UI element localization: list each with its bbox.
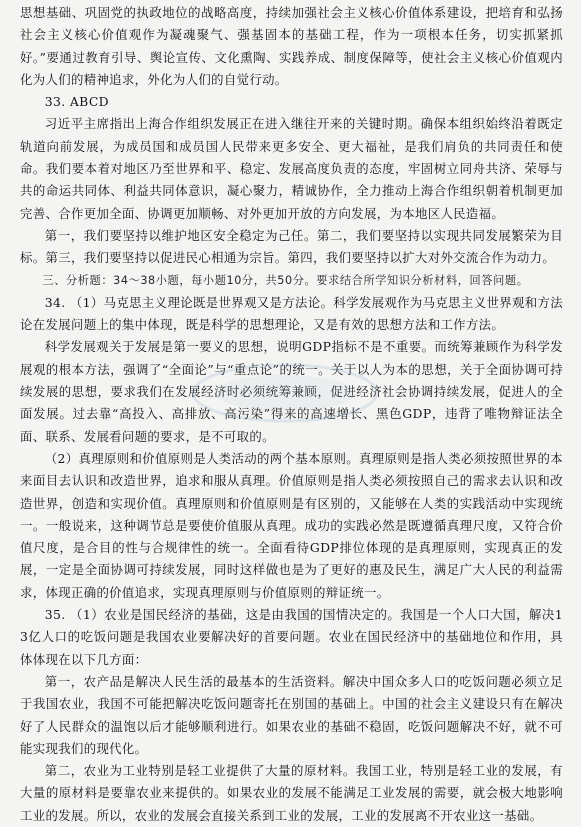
answer-34-part-2: （2）真理原则和价值原则是人类活动的两个基本原则。真理原则是指人类必须按照世界的本来面目去认识和改造世界，追求和服从真理。价值原则是指人类必须按照自己的需求去认识和改造世界，创造和实现价值。真理原则和价值原则是有区别的，又能够在人类的实践活动中实现统一。一般说来，这种调节总是要使价值服从真理。成功的实践必然是既遵循真理尺度，又符合价值尺度，是合目的性与合规律性的统一。全面看待GDP排位体现的是真理原则，实现真正的发展，一定是全面协调可持续发展，同时这样做也是为了更好的惠及民生，满足广大人民的利益需求，体现正确的价值追求，实现真理原则与价值原则的辩证统一。 — [20, 450, 563, 600]
answer-33-title: 33. ABCD — [44, 94, 109, 110]
paragraph-scientific-development: 科学发展观关于发展是第一要义的思想，说明GDP指标不是不重要。而统筹兼顾作为科学发展观的根本方法，强调了“全面论”与“重点论”的统一。关于以人为本的思想，关于全面协调可持续发展的思想，要求我们在发展经济时必须统筹兼顾，促进经济社会协调持续发展，促进人的全面发展。过去靠“高投入、高排放、高污染”得来的高速增长、黑色GDP，违背了唯物辩证法全面、联系、发展看问题的要求，是不可取的。 — [20, 339, 563, 444]
answer-35-part-1: 35. （1）农业是国民经济的基础，这是由我国的国情决定的。我国是一个人口大国，解决13亿人口的吃饭问题是我国农业要解决好的首要问题。农业在国民经济中的基础地位和作用，具体体现在以下几方面： — [20, 607, 563, 667]
paragraph-sco-development: 习近平主席指出上海合作组织发展正在进入继往开来的关键时期。确保本组织始终沿着既定轨道向前发展，为成员国和成员国人民带来更多安全、更大福祉，是我们肩负的共同责任和使命。我们要本着对地区乃至世界和平、稳定、发展高度负责的态度，牢固树立同舟共济、荣辱与共的命运共同体、利益共同体意识，凝心聚力，精诚协作，全力推动上海合作组织朝着机制更加完善、合作更加全面、协调更加顺畅、对外更加开放的方向发展，为本地区人民造福。 — [20, 116, 563, 221]
paragraph-continuation: 思想基础、巩固党的执政地位的战略高度，持续加强社会主义核心价值体系建设，把培育和弘扬社会主义核心价值观作为凝魂聚气、强基固本的基础工程，作为一项根本任务，切实抓紧抓好。”要通过教育引导、舆论宣传、文化熏陶、实践养成、制度保障等，使社会主义核心价值观内化为人们的精神追求，外化为人们的自觉行动。 — [20, 5, 563, 87]
answer-34-part-1: 34. （1）马克思主义理论既是世界观又是方法论。科学发展观作为马克思主义世界观和方法论在发展问题上的集中体现，既是科学的思想理论，又是有效的思想方法和工作方法。 — [20, 294, 563, 333]
section-heading-analysis: 三、分析题：34～38小题，每小题10分，共50分。要求结合所学知识分析材料，回答问题。 — [42, 273, 529, 287]
paragraph-agriculture-second: 第二，农业为工业特别是轻工业提供了大量的原材料。我国工业，特别是轻工业的发展，有大量的原材料是要靠农业来提供的。如果农业的发展不能满足工业发展的需要，就会极大地影响工业的发展。所以，农业的发展会直接关系到工业的发展，工业的发展离不开农业这一基础。 — [20, 763, 563, 823]
paragraph-agriculture-first: 第一，农产品是解决人民生活的最基本的生活资料。解决中国众多人口的吃饭问题必须立足于我国农业，我国不可能把解决吃饭问题寄托在别国的基础上。中国的社会主义建设只有在解决好了人民群众的温饱以后才能够顺利进行。如果农业的基础不稳固，吃饭问题解决不好，就不可能实现我们的现代化。 — [20, 673, 563, 756]
paragraph-four-points: 第一，我们要坚持以维护地区安全稳定为己任。第二，我们要坚持以实现共同发展繁荣为目标。第三，我们要坚持以促进民心相通为宗旨。第四，我们要坚持以扩大对外交流合作为动力。 — [20, 227, 563, 266]
